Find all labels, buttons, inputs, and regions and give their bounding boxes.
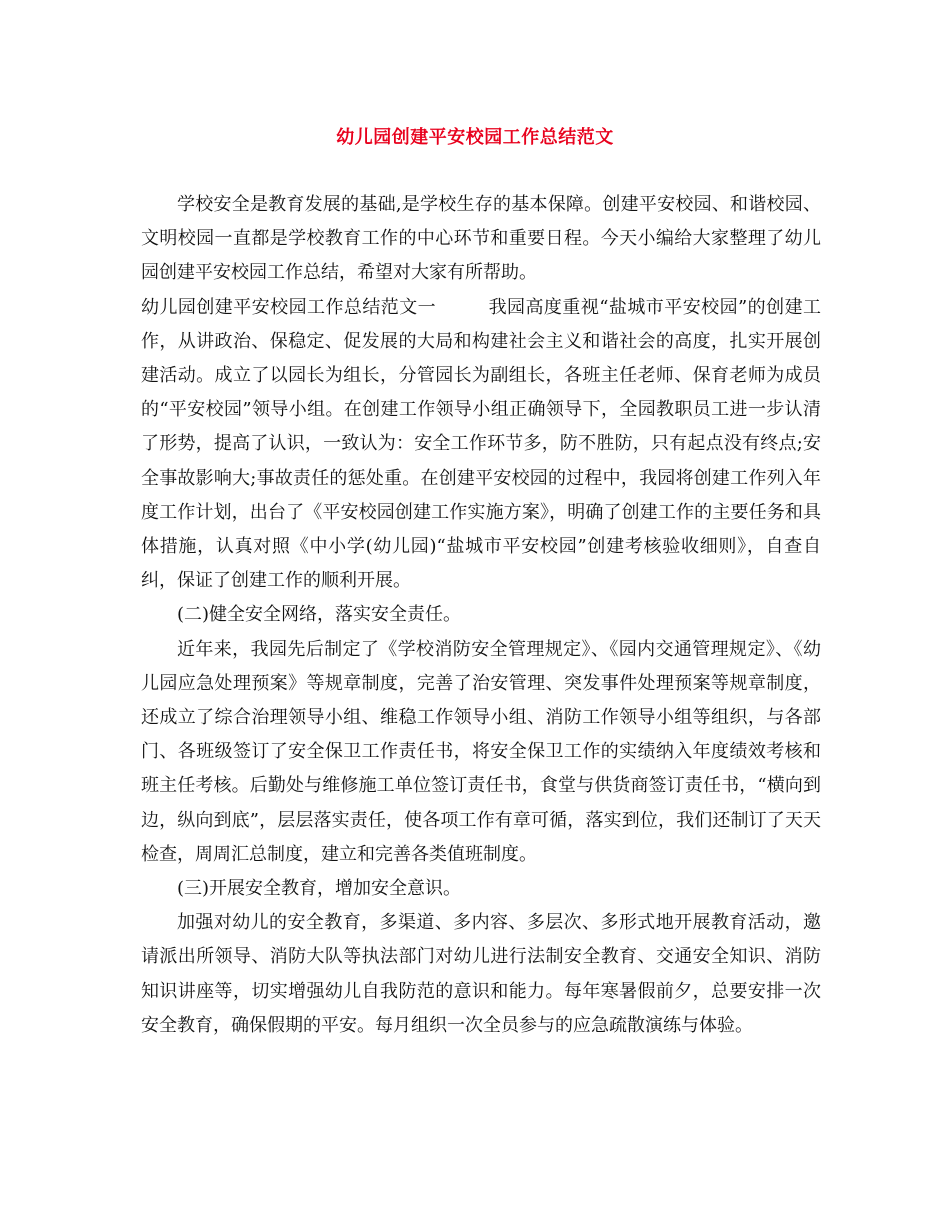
document-body (141, 188, 821, 1043)
paragraph-regulations: 近年来，我园先后制定了《学校消防安全管理规定》、《园内交通管理规定》、《幼儿园应急处理预案》等规章制度，完善了治安管理、突发事件处理预案等规章制度，还成立了综合治理领导小组、维稳工作领导小组、消防工作领导小组等组织，与各部门、各班级签订了安全保卫工作责任书，将安全保卫工作的实绩纳入年度绩效考核和班主任考核。后勤处与维修施工单位签订责任书，食堂与供货商签订责任书，“横向到边，纵向到底”，层层落实责任，使各项工作有章可循，落实到位，我们还制订了天天检查，周周汇总制度，建立和完善各类值班制度。 (141, 638, 821, 865)
section-heading: 幼儿园创建平安校园工作总结范文一 (141, 296, 437, 318)
paragraph-section-one (141, 291, 821, 599)
paragraph-intro: 学校安全是教育发展的基础,是学校生存的基本保障。创建平安校园、和谐校园、文明校园一直都是学校教育工作的中心环节和重要日程。今天小编给大家整理了幼儿园创建平安校园工作总结，希望对大家有所帮助。 (141, 194, 821, 284)
paragraph-safety-education: 加强对幼儿的安全教育，多渠道、多内容、多层次、多形式地开展教育活动，邀请派出所领导、消防大队等执法部门对幼儿进行法制安全教育、交通安全知识、消防知识讲座等，切实增强幼儿自我防范的意识和能力。每年寒暑假前夕，总要安排一次安全教育，确保假期的平安。每月组织一次全员参与的应急疏散演练与体验。 (141, 912, 821, 1036)
section-body-text: 我园高度重视“盐城市平安校园”的创建工作，从讲政治、保稳定、促发展的大局和构建社会主义和谐社会的高度，扎实开展创建活动。成立了以园长为组长，分管园长为副组长，各班主任老师、保育老师为成员的“平安校园”领导小组。在创建工作领导小组正确领导下，全园教职员工进一步认清了形势，提高了认识，一致认为：安全工作环节多，防不胜防，只有起点没有终点;安全事故影响大;事故责任的惩处重。在创建平安校园的过程中，我园将创建工作列入年度工作计划，出台了《平安校园创建工作实施方案》，明确了创建工作的主要任务和具体措施，认真对照《中小学(幼儿园)“盐城市平安校园”创建考核验收细则》，自查自纠，保证了创建工作的顺利开展。 (141, 296, 822, 592)
paragraph-subheading-three: (三)开展安全教育，增加安全意识。 (177, 878, 462, 900)
document-title: 幼儿园创建平安校园工作总结范文 (336, 127, 614, 148)
paragraph-subheading-two: (二)健全安全网络，落实安全责任。 (177, 604, 462, 626)
